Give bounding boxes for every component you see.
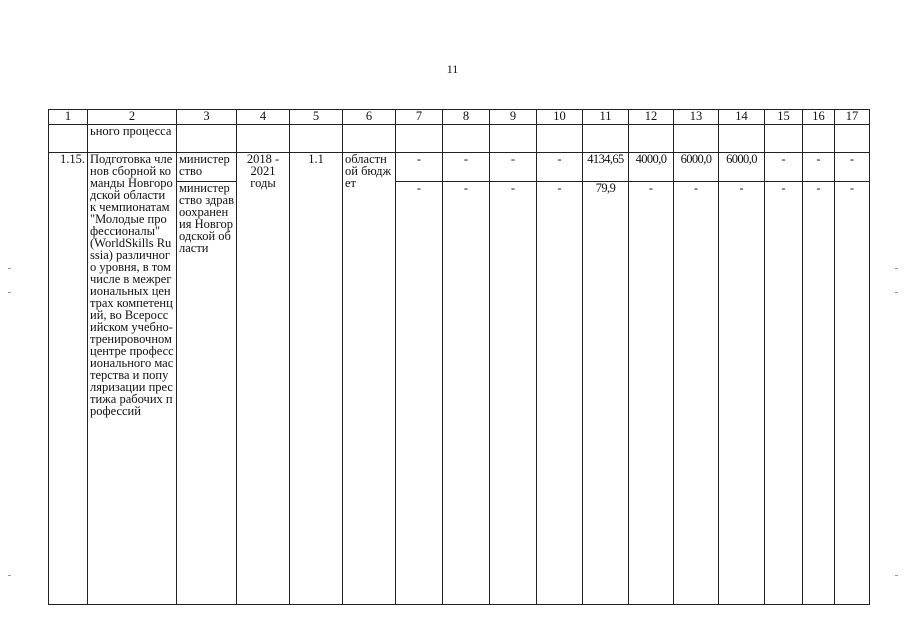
col-header-12: 12 [629,110,674,125]
target-ref: 1.1 [290,153,343,605]
col-header-1: 1 [49,110,88,125]
row-number: 1.15. [49,153,88,605]
value-7: - [396,182,443,605]
value-14: - [719,182,765,605]
col-header-16: 16 [803,110,835,125]
col-header-8: 8 [443,110,490,125]
value-14: 6000,0 [719,153,765,182]
col-header-2: 2 [88,110,177,125]
table-row [49,153,870,182]
scan-mark [8,268,11,269]
value-9: - [490,153,537,182]
scan-mark [895,292,898,293]
value-8: - [443,153,490,182]
continued-text: ьного процесса [88,125,177,153]
scan-mark [895,268,898,269]
scan-mark [8,292,11,293]
value-17: - [835,153,870,182]
value-15: - [765,182,803,605]
col-header-17: 17 [835,110,870,125]
col-header-11: 11 [583,110,629,125]
col-header-14: 14 [719,110,765,125]
col-header-10: 10 [537,110,583,125]
col-header-5: 5 [290,110,343,125]
header-row [49,110,870,125]
value-17: - [835,182,870,605]
col-header-6: 6 [343,110,396,125]
value-16: - [803,153,835,182]
value-8: - [443,182,490,605]
continuation-row [49,125,870,153]
executor-2: министерство здравоохранения Новгородской области [177,182,237,605]
activity-name: Подготовка членов сборной команды Новгородской области к чемпионатам "Молодые профессионалы" (WorldSkills Russia) различного уровня, в том числе в межрегиональных центрах компетенций, во Всероссийском учебно-тренировочном центре профессионального мастерства и популяризации престижа рабочих профессий [88,153,177,605]
col-header-7: 7 [396,110,443,125]
col-header-3: 3 [177,110,237,125]
value-10: - [537,182,583,605]
budget-table [48,109,870,605]
period: 2018 - 2021 годы [237,153,290,605]
scan-mark [8,575,11,576]
page-number: 11 [446,62,459,76]
value-7: - [396,153,443,182]
value-16: - [803,182,835,605]
scan-mark [895,575,898,576]
funding-source: областной бюджет [343,153,396,605]
value-13: - [674,182,719,605]
value-10: - [537,153,583,182]
col-header-9: 9 [490,110,537,125]
value-11: 79,9 [583,182,629,605]
value-13: 6000,0 [674,153,719,182]
value-11: 4134,65 [583,153,629,182]
executor-1: министерство [177,153,237,182]
value-9: - [490,182,537,605]
value-12: 4000,0 [629,153,674,182]
value-15: - [765,153,803,182]
col-header-13: 13 [674,110,719,125]
col-header-15: 15 [765,110,803,125]
col-header-4: 4 [237,110,290,125]
value-12: - [629,182,674,605]
